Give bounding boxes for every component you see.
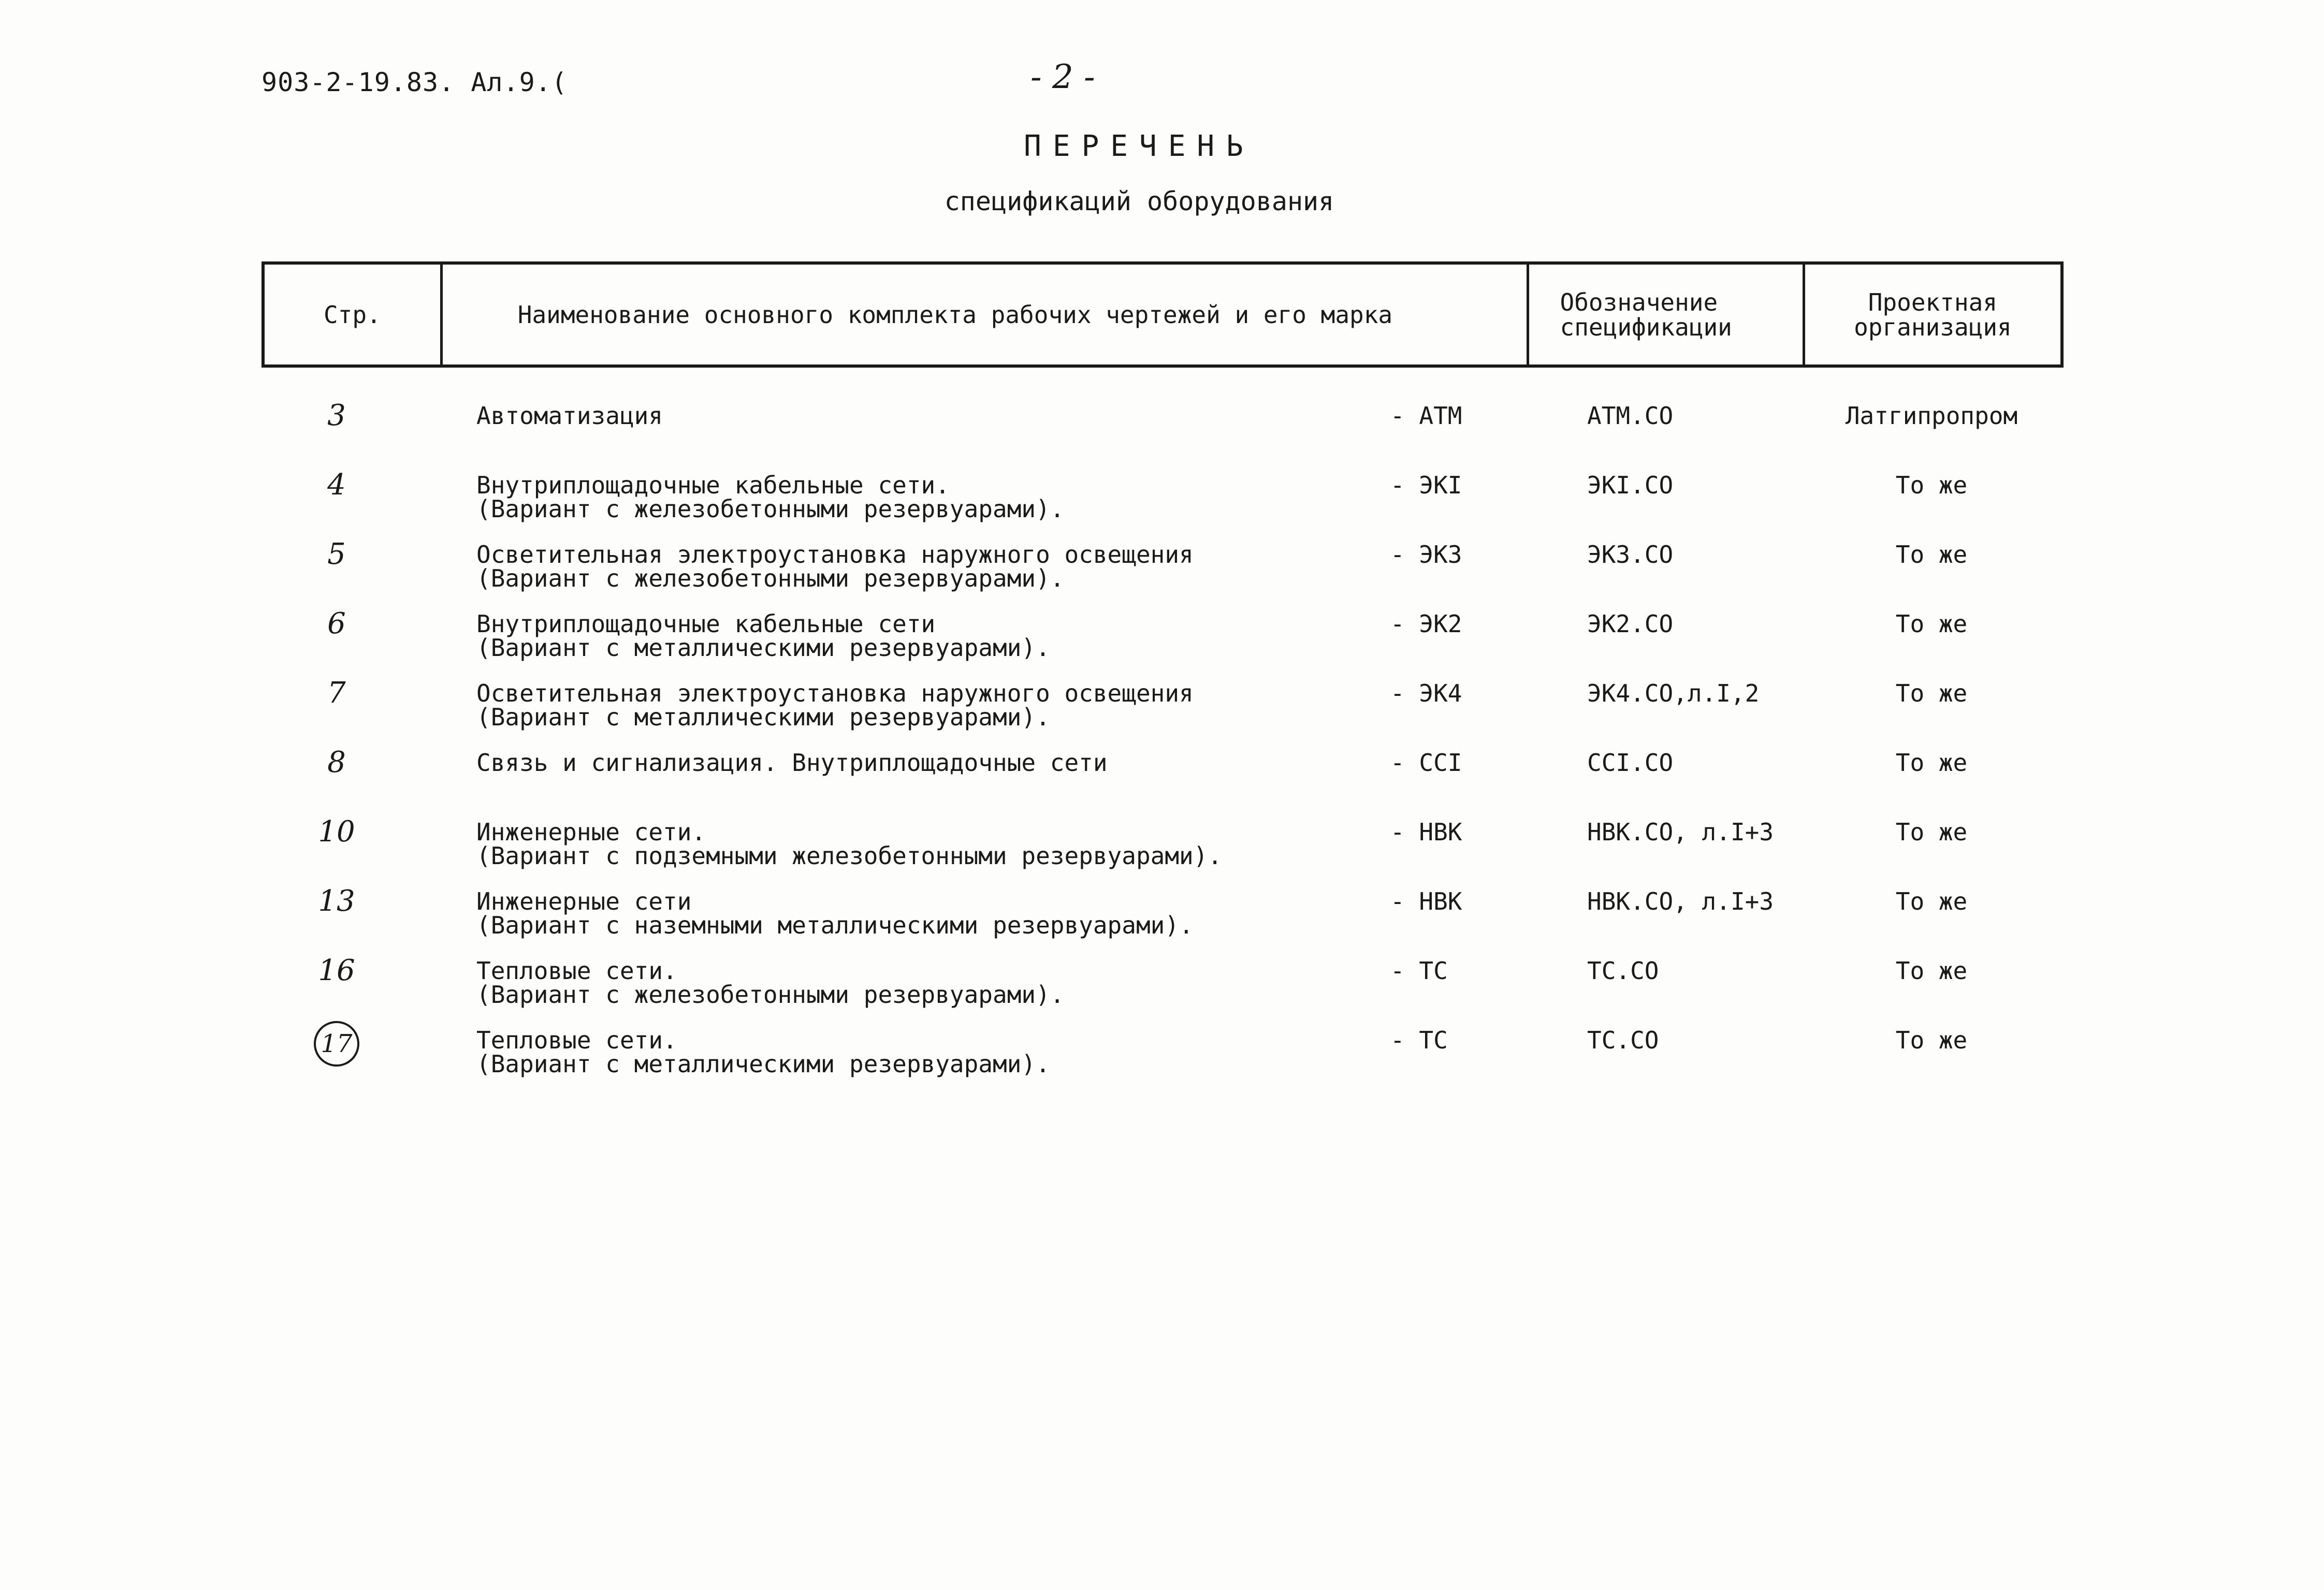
row-name-line: Внутриплощадочные кабельные сети	[476, 610, 936, 638]
row-name-line: Внутриплощадочные кабельные сети.	[476, 471, 950, 499]
row-mark: - ССI	[1390, 749, 1462, 777]
row-spec: ТС.СО	[1587, 1026, 1659, 1054]
row-org: То же	[1895, 679, 1968, 707]
row-mark: - ЭКI	[1390, 471, 1462, 499]
table-row	[262, 537, 2064, 612]
column-header-spec-label: Обозначение спецификации	[1560, 288, 1732, 341]
row-org: То же	[1895, 610, 1968, 638]
table-row	[262, 954, 2064, 1028]
row-mark: - ТС	[1390, 1026, 1448, 1054]
row-page-number: 17	[287, 1028, 386, 1067]
row-spec: НВК.СО, л.I+3	[1587, 887, 1774, 915]
document-code: 903-2-19.83. Ал.9.(	[262, 67, 568, 97]
column-header-org	[1805, 265, 2060, 364]
row-org: То же	[1895, 749, 1968, 777]
row-mark: - ЭК2	[1390, 610, 1462, 638]
row-spec: АТМ.СО	[1587, 402, 1674, 430]
table-header	[262, 261, 2064, 368]
row-org: То же	[1895, 818, 1968, 846]
row-page-number: 4	[327, 468, 346, 502]
page-number: - 2 -	[1030, 58, 1095, 96]
row-spec: НВК.СО, л.I+3	[1587, 818, 1774, 846]
table-row	[262, 746, 2064, 820]
row-page-number: 5	[327, 537, 346, 571]
table-row	[262, 1028, 2064, 1098]
table-row	[262, 607, 2064, 681]
row-name-line: (Вариант с металлическими резервуарами).	[476, 1050, 1050, 1078]
row-page-number: 3	[327, 399, 346, 432]
row-name	[476, 543, 1398, 590]
table-row	[262, 884, 2064, 959]
row-name-line: Инженерные сети	[476, 887, 692, 915]
row-name-line: Инженерные сети.	[476, 818, 706, 846]
row-org: То же	[1895, 957, 1968, 985]
column-header-name: Наименование основного комплекта рабочих чертежей и его марка	[443, 265, 1529, 364]
table-row	[262, 468, 2064, 543]
row-mark: - ЭК4	[1390, 679, 1462, 707]
row-mark: - АТМ	[1390, 402, 1462, 430]
row-spec: ЭК4.СО,л.I,2	[1587, 679, 1760, 707]
row-name-line: Тепловые сети.	[476, 957, 677, 985]
row-name	[476, 751, 1398, 775]
column-header-org-label: Проектная организация	[1854, 288, 2012, 341]
row-name-line: (Вариант с подземными железобетонными резервуарами).	[476, 842, 1223, 870]
row-name-line: Автоматизация	[476, 402, 663, 430]
column-header-spec	[1529, 265, 1805, 364]
row-mark: - НВК	[1390, 887, 1462, 915]
row-org: Латгипропром	[1845, 402, 2018, 430]
row-name	[476, 957, 1398, 1009]
row-page-number: 13	[318, 884, 355, 918]
row-page-number: 7	[327, 676, 346, 710]
table-row	[262, 676, 2064, 751]
row-name	[476, 612, 1398, 660]
row-page-number: 16	[318, 954, 355, 987]
row-name-line: (Вариант с наземными металлическими резервуарами).	[476, 911, 1194, 939]
document-subtitle: спецификаций оборудования	[944, 186, 1334, 216]
row-org: То же	[1895, 1026, 1968, 1054]
row-name	[476, 1028, 1398, 1076]
row-name	[476, 820, 1398, 868]
row-name-line: Осветительная электроустановка наружного освещения	[476, 679, 1194, 707]
row-mark: - ТС	[1390, 957, 1448, 985]
row-org: То же	[1895, 887, 1968, 915]
row-name	[476, 681, 1398, 729]
row-name-line: (Вариант с железобетонными резервуарами).	[476, 981, 1065, 1009]
row-spec: ЭК2.СО	[1587, 610, 1674, 638]
row-name	[476, 473, 1398, 521]
row-org: То же	[1895, 541, 1968, 568]
table-row	[262, 399, 2064, 473]
row-name-line: (Вариант с металлическими резервуарами).	[476, 634, 1050, 662]
row-name-line: Связь и сигнализация. Внутриплощадочные сети	[476, 749, 1108, 777]
table-body	[262, 399, 2064, 1098]
row-org: То же	[1895, 471, 1968, 499]
row-mark: - НВК	[1390, 818, 1462, 846]
row-name-line: Тепловые сети.	[476, 1026, 677, 1054]
row-page-number: 8	[327, 746, 346, 779]
row-name-line: Осветительная электроустановка наружного освещения	[476, 541, 1194, 568]
row-spec: ЭКI.СО	[1587, 471, 1674, 499]
row-page-number: 6	[327, 607, 346, 640]
row-spec: ТС.СО	[1587, 957, 1659, 985]
row-name-line: (Вариант с металлическими резервуарами).	[476, 703, 1050, 731]
column-header-page: Стр.	[265, 265, 443, 364]
row-name-line: (Вариант с железобетонными резервуарами).	[476, 564, 1065, 592]
table-row	[262, 815, 2064, 889]
row-page-number: 10	[318, 815, 355, 849]
row-name	[476, 889, 1398, 937]
row-spec: ССI.СО	[1587, 749, 1674, 777]
row-mark: - ЭК3	[1390, 541, 1462, 568]
row-name-line: (Вариант с железобетонными резервуарами).	[476, 495, 1065, 523]
row-name	[476, 404, 1398, 428]
document-title: ПЕРЕЧЕНЬ	[1024, 129, 1255, 163]
row-spec: ЭК3.СО	[1587, 541, 1674, 568]
